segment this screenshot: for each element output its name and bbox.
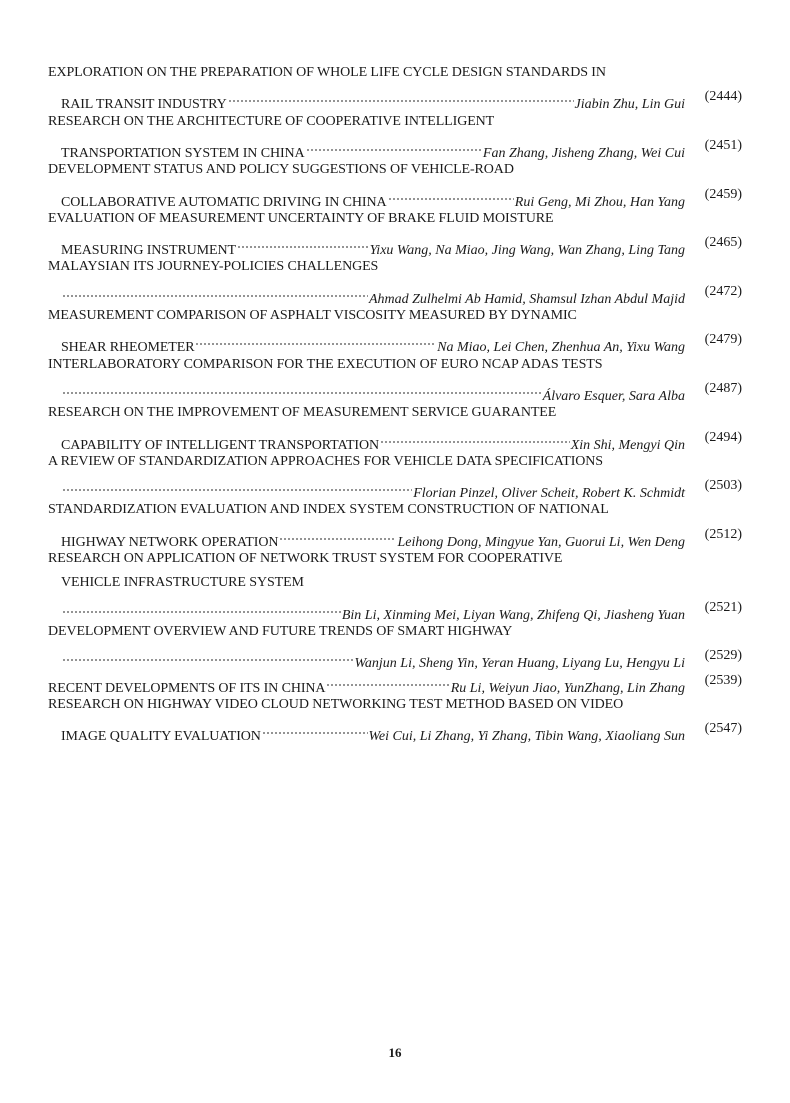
toc-entry-line-final <box>61 184 685 210</box>
dot-leader <box>279 524 396 546</box>
entry-title: RESEARCH ON HIGHWAY VIDEO CLOUD NETWORKING TEST METHOD BASED ON VIDEO <box>48 696 624 712</box>
toc-entry-line-final <box>61 645 685 672</box>
toc-entry-line <box>48 159 514 181</box>
toc-entry-line <box>48 499 609 521</box>
toc-entry-line-final <box>61 135 685 161</box>
toc-entry-line <box>48 402 556 424</box>
dot-leader <box>262 718 368 740</box>
dot-leader <box>62 281 368 303</box>
toc-entry-line <box>48 621 512 643</box>
entry-authors: Fan Zhang, Jisheng Zhang, Wei Cui <box>482 145 685 161</box>
toc-entry-line-final <box>61 475 685 502</box>
entry-title: EVALUATION OF MEASUREMENT UNCERTAINTY OF BRAKE FLUID MOISTURE <box>48 210 554 226</box>
entry-authors: Rui Geng, Mi Zhou, Han Yang <box>514 194 685 210</box>
entry-authors: Na Miao, Lei Chen, Zhenhua An, Yixu Wang <box>437 340 685 356</box>
dot-leader <box>237 232 369 254</box>
toc-entry-line <box>48 694 623 716</box>
entry-page: (2465) <box>704 235 742 251</box>
entry-title: VEHICLE INFRASTRUCTURE SYSTEM <box>61 575 304 591</box>
toc-entry-line <box>48 208 553 230</box>
entry-authors: Bin Li, Xinming Mei, Liyan Wang, Zhifeng Qi, Jiasheng Yuan <box>341 607 685 623</box>
entry-authors: Leihong Dong, Mingyue Yan, Guorui Li, Wen Deng <box>397 534 685 550</box>
entry-title: EXPLORATION ON THE PREPARATION OF WHOLE LIFE CYCLE DESIGN STANDARDS IN <box>48 65 606 80</box>
entry-authors: Álvaro Esquer, Sara Alba <box>542 388 685 404</box>
entry-title: INTERLABORATORY COMPARISON FOR THE EXECUTION OF EURO NCAP ADAS TESTS <box>48 356 603 372</box>
toc-entry-line-final <box>48 670 685 696</box>
entry-title: RECENT DEVELOPMENTS OF ITS IN CHINA <box>48 680 326 696</box>
entry-title: IMAGE QUALITY EVALUATION <box>61 729 261 745</box>
entry-title: RAIL TRANSIT INDUSTRY <box>61 97 227 113</box>
toc-entry-line-final <box>61 718 685 745</box>
toc-entry-line-final <box>61 524 685 550</box>
entry-title: MEASURING INSTRUMENT <box>61 243 236 259</box>
entry-page: (2472) <box>704 283 742 299</box>
toc-entry-line <box>48 451 603 473</box>
dot-leader <box>380 427 570 449</box>
entry-title: STANDARDIZATION EVALUATION AND INDEX SYSTEM CONSTRUCTION OF NATIONAL <box>48 502 609 518</box>
dot-leader <box>228 86 574 108</box>
toc-entry-line-final <box>61 427 685 453</box>
dot-leader <box>62 645 354 667</box>
entry-title: RESEARCH ON APPLICATION OF NETWORK TRUST SYSTEM FOR COOPERATIVE <box>48 551 563 566</box>
entry-authors: Ahmad Zulhelmi Ab Hamid, Shamsul Izhan Abdul Majid <box>368 291 685 307</box>
toc-entry-line <box>48 256 378 278</box>
entry-title: MALAYSIAN ITS JOURNEY-POLICIES CHALLENGES <box>48 259 379 275</box>
entry-page: (2547) <box>704 721 742 737</box>
toc-entry-line-final <box>61 281 685 307</box>
toc-entry-line <box>48 305 577 327</box>
entry-page: (2494) <box>704 429 742 445</box>
entry-title: TRANSPORTATION SYSTEM IN CHINA <box>61 145 305 161</box>
toc-entry-line <box>48 548 562 570</box>
entry-page: (2479) <box>704 332 742 348</box>
entry-authors: Jiabin Zhu, Lin Gui <box>574 97 685 113</box>
entry-title: HIGHWAY NETWORK OPERATION <box>61 534 279 550</box>
entry-authors: Yixu Wang, Na Miao, Jing Wang, Wan Zhang, Ling Tang <box>369 243 685 259</box>
toc-entry-line-final <box>61 86 685 113</box>
entry-title: A REVIEW OF STANDARDIZATION APPROACHES FOR VEHICLE DATA SPECIFICATIONS <box>48 453 603 469</box>
entry-page: (2487) <box>704 380 742 396</box>
entry-authors: Wei Cui, Li Zhang, Yi Zhang, Tibin Wang, Xiaoliang Sun <box>368 729 685 745</box>
entry-authors: Wanjun Li, Sheng Yin, Yeran Huang, Liyang Lu, Hengyu Li <box>354 656 685 672</box>
dot-leader <box>195 329 436 351</box>
toc-entry-line <box>48 354 602 376</box>
dot-leader <box>62 597 341 619</box>
entry-page: (2521) <box>704 599 742 615</box>
toc-entry-line <box>48 62 606 84</box>
entry-title: SHEAR RHEOMETER <box>61 340 195 356</box>
entry-page: (2512) <box>704 526 742 542</box>
entry-title: COLLABORATIVE AUTOMATIC DRIVING IN CHINA <box>61 194 387 210</box>
toc-entry-line-final <box>61 597 685 623</box>
entry-page: (2503) <box>704 478 742 494</box>
entry-title: RESEARCH ON THE ARCHITECTURE OF COOPERATIVE INTELLIGENT <box>48 113 495 129</box>
toc-entry-line-final <box>61 329 685 356</box>
toc-entry-line <box>48 111 494 133</box>
dot-leader <box>62 378 542 400</box>
entry-title: DEVELOPMENT STATUS AND POLICY SUGGESTIONS OF VEHICLE-ROAD <box>48 162 514 178</box>
dot-leader <box>326 670 449 692</box>
entry-page: (2444) <box>704 89 742 105</box>
toc-entry-line-final <box>61 378 685 404</box>
entry-page: (2451) <box>704 137 742 153</box>
entry-page: (2539) <box>704 672 742 688</box>
toc-entry-line <box>61 572 304 594</box>
page-number: 16 <box>388 1045 402 1060</box>
dot-leader <box>388 184 514 206</box>
entry-page: (2459) <box>704 186 742 202</box>
entry-title: DEVELOPMENT OVERVIEW AND FUTURE TRENDS OF SMART HIGHWAY <box>48 623 513 639</box>
entry-page: (2529) <box>704 648 742 664</box>
entry-title: CAPABILITY OF INTELLIGENT TRANSPORTATION <box>61 437 379 453</box>
dot-leader <box>306 135 482 157</box>
dot-leader <box>62 475 412 497</box>
toc-entry-line-final <box>61 232 685 259</box>
entry-authors: Ru Li, Weiyun Jiao, YunZhang, Lin Zhang <box>450 680 685 696</box>
entry-authors: Florian Pinzel, Oliver Scheit, Robert K. Schmidt <box>413 486 685 502</box>
entry-title: RESEARCH ON THE IMPROVEMENT OF MEASUREMENT SERVICE GUARANTEE <box>48 405 557 421</box>
entry-title: MEASUREMENT COMPARISON OF ASPHALT VISCOSITY MEASURED BY DYNAMIC <box>48 308 577 323</box>
entry-authors: Xin Shi, Mengyi Qin <box>570 437 685 453</box>
